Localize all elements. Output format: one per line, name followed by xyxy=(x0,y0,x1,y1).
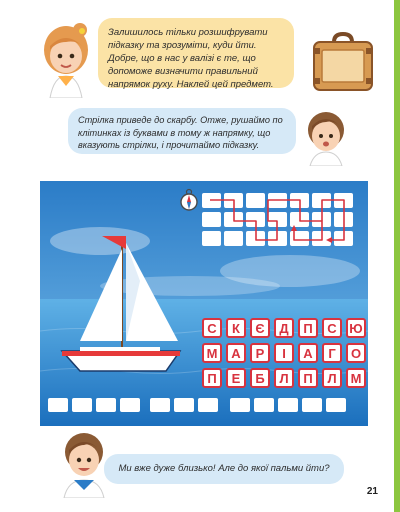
answer-word-3 xyxy=(230,398,346,412)
letter-cell: П xyxy=(298,318,318,338)
answer-box[interactable] xyxy=(254,398,274,412)
letter-cell: А xyxy=(226,343,246,363)
letter-cell: Л xyxy=(274,368,294,388)
bottom-speech-bubble xyxy=(104,454,344,484)
page-edge-stripe xyxy=(394,0,400,512)
answer-word-2 xyxy=(150,398,218,412)
bottom-speech-text: Ми вже дуже близько! Але до якої пальми йти? xyxy=(118,463,330,474)
girl-speech-bubble xyxy=(98,18,294,88)
answer-box[interactable] xyxy=(120,398,140,412)
letter-cell: П xyxy=(298,368,318,388)
letter-cell: О xyxy=(346,343,366,363)
letter-cell: Л xyxy=(322,368,342,388)
letter-cell: П xyxy=(202,368,222,388)
answer-box[interactable] xyxy=(174,398,194,412)
letter-row-1 xyxy=(202,318,366,338)
answer-box[interactable] xyxy=(326,398,346,412)
letter-cell: Е xyxy=(226,368,246,388)
answer-word-1 xyxy=(48,398,140,412)
answer-box[interactable] xyxy=(198,398,218,412)
compass-icon xyxy=(180,188,198,212)
boy-avatar xyxy=(300,106,352,166)
boy-speech-bubble xyxy=(68,108,296,154)
letter-cell: Р xyxy=(250,343,270,363)
page-number: 21 xyxy=(366,486,378,497)
letter-cell: С xyxy=(202,318,222,338)
answer-box[interactable] xyxy=(48,398,68,412)
letter-cell: С xyxy=(322,318,342,338)
letter-cell: І xyxy=(274,343,294,363)
answer-box[interactable] xyxy=(230,398,250,412)
answer-box[interactable] xyxy=(302,398,322,412)
arrow-path-icon xyxy=(202,193,354,246)
letter-cell: К xyxy=(226,318,246,338)
answer-box[interactable] xyxy=(96,398,116,412)
letter-cell: Б xyxy=(250,368,270,388)
letter-cell: Є xyxy=(250,318,270,338)
answer-box[interactable] xyxy=(150,398,170,412)
letter-row-3 xyxy=(202,368,366,388)
answer-box[interactable] xyxy=(278,398,298,412)
letter-cell: Ю xyxy=(346,318,366,338)
answer-box[interactable] xyxy=(72,398,92,412)
suitcase-icon xyxy=(310,30,376,96)
letter-row-2 xyxy=(202,343,366,363)
letter-cell: М xyxy=(346,368,366,388)
girl-speech-text: Залишилось тільки розшифрувати підказку та зрозуміти, куди йти. Добре, що в нас у валізі є те, що допоможе визначити правильний напрямок руху. Наклей цей предмет. xyxy=(108,27,274,90)
letter-cell: А xyxy=(298,343,318,363)
letter-cell: Г xyxy=(322,343,342,363)
boy-speech-text: Стрілка приведе до скарбу. Отже, рушаймо по клітинках із буквами в тому ж напрямку, що вказують стрілки, і прочитаймо підказку. xyxy=(78,115,283,150)
letter-cell: Д xyxy=(274,318,294,338)
girl-avatar xyxy=(36,20,102,98)
letter-cell: М xyxy=(202,343,222,363)
